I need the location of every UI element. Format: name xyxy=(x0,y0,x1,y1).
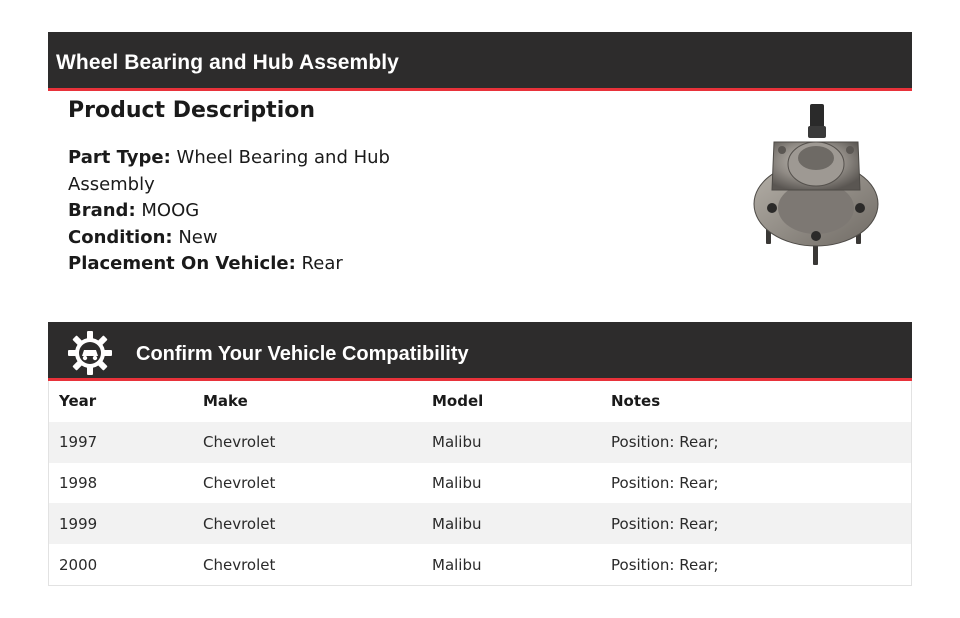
cell-notes: Position: Rear; xyxy=(601,422,911,463)
brand-value: MOOG xyxy=(141,200,200,221)
column-header-model: Model xyxy=(432,392,484,411)
table-row xyxy=(49,544,911,585)
table-header-row xyxy=(49,381,911,422)
table-row xyxy=(49,422,911,463)
cell-year: 2000 xyxy=(49,544,193,585)
condition-label: Condition: xyxy=(68,226,173,248)
cell-make: Chevrolet xyxy=(193,422,422,463)
column-header-year: Year xyxy=(59,392,97,411)
part-type-value: Wheel Bearing and Hub Assembly xyxy=(68,147,390,195)
product-title-banner xyxy=(48,32,912,91)
cell-notes: Position: Rear; xyxy=(601,544,911,585)
description-heading: Product Description xyxy=(68,98,316,123)
cell-make: Chevrolet xyxy=(193,503,422,544)
table-row xyxy=(49,463,911,504)
compatibility-table xyxy=(48,381,912,586)
wheel-hub-image xyxy=(748,100,884,270)
cell-make: Chevrolet xyxy=(193,463,422,504)
cell-make: Chevrolet xyxy=(193,544,422,585)
placement-line xyxy=(68,251,428,278)
brand-line xyxy=(68,198,428,225)
compatibility-title: Confirm Your Vehicle Compatibility xyxy=(136,343,469,365)
gear-car-icon xyxy=(68,331,112,375)
compatibility-banner xyxy=(48,322,912,381)
column-header-notes: Notes xyxy=(611,392,661,411)
cell-year: 1997 xyxy=(49,422,193,463)
cell-notes: Position: Rear; xyxy=(601,463,911,504)
condition-line xyxy=(68,225,428,252)
placement-label: Placement On Vehicle: xyxy=(68,253,296,274)
part-type-line xyxy=(68,145,428,198)
table-row xyxy=(49,503,911,544)
cell-model: Malibu xyxy=(422,463,601,504)
cell-model: Malibu xyxy=(422,422,601,463)
cell-year: 1999 xyxy=(49,503,193,544)
brand-label: Brand: xyxy=(68,200,136,221)
part-type-label: Part Type: xyxy=(68,147,171,168)
product-description xyxy=(68,98,428,278)
cell-model: Malibu xyxy=(422,503,601,544)
placement-value: Rear xyxy=(301,253,343,274)
product-title: Wheel Bearing and Hub Assembly xyxy=(56,51,399,74)
cell-model: Malibu xyxy=(422,544,601,585)
condition-value: New xyxy=(178,226,218,248)
cell-notes: Position: Rear; xyxy=(601,503,911,544)
column-header-make: Make xyxy=(203,392,248,411)
cell-year: 1998 xyxy=(49,463,193,504)
